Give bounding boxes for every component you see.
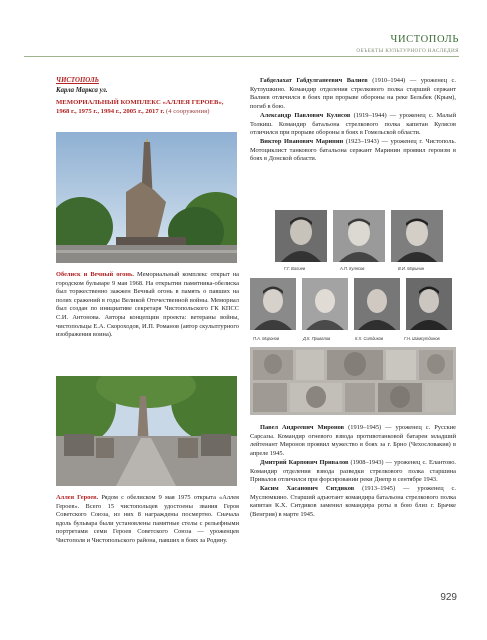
bio-sitdikov: Касим Хасанович Ситдиков (1913–1945) — уроженец с. Муслюмкино. Старший адъютант командира батальона стрелкового полка капитан К.Х. Ситдиков заменил командира роты в бою близ г. Брачке (Венгрия) в марте 1945. [250, 484, 456, 519]
relief-stelae-photo [250, 347, 456, 415]
portrait-caption-mironov: П.А. Миронов [253, 336, 280, 341]
bio-privalov: Дмитрий Карпович Привалов (1908–1943) — уроженец с. Елантово. Командир отделения взвода разведки стрелкового полка старшина Привалов отличился при форсировании реки Днепр в сентябре 1943. [250, 458, 456, 484]
running-header-city: ЧИСТОПОЛЬ [390, 34, 459, 45]
bio-mironov: Павел Андреевич Миронов (1919–1945) — уроженец с. Русские Сарсазы. Командир огневого взвода противотанковой батареи младший лейтенант Миронов проявил мужество в боях за г. Брно (Чехословакия) в апреле 1945. [250, 424, 456, 458]
obelisk-caption [56, 271, 239, 340]
alley-photo [56, 376, 237, 486]
portrait-sitdikov [354, 278, 400, 330]
entry-address: Карла Маркса ул. [56, 87, 108, 94]
portrait-valiev [275, 210, 327, 262]
bio-block-bottom [250, 424, 456, 520]
portrait-privalov [302, 278, 348, 330]
portrait-caption-valiev: Г.Г. Валиев [284, 266, 306, 271]
portrait-caption-privalov: Д.К. Привалов [303, 336, 331, 341]
alley-caption [56, 494, 239, 546]
running-header-subtitle: ОБЪЕКТЫ КУЛЬТУРНОГО НАСЛЕДИЯ [356, 48, 459, 54]
portrait-caption-kulyasov: А.П. Кулясов [340, 266, 365, 271]
entry-structures: (4 сооружения) [166, 108, 210, 115]
bio-kulyasov: Александр Павлович Кулясов (1919–1944) — уроженец с. Малый Толкиш. Командир батальона стрелкового полка капитан Кулясов отличился при прорыве обороны в боях в Гомельской области. [250, 111, 456, 137]
portrait-shamsutdinov [406, 278, 452, 330]
portrait-kulyasov [333, 210, 385, 262]
obelisk-caption-lead: Обелиск и Вечный огонь. [56, 271, 134, 278]
page-number: 929 [440, 592, 457, 603]
portrait-caption-sitdikov: К.Х. Ситдиков [355, 336, 384, 341]
portrait-mironov [250, 278, 296, 330]
entry-title [56, 98, 226, 116]
header-rule [24, 56, 459, 57]
obelisk-caption-text: Мемориальный комплекс открыт на городском бульваре 9 мая 1968. На открытии памятника-обелиска был торжественно зажжен Вечный огонь в память о павших на полях сражений в годы Великой Отечественной войны. Мемориал был создан по инициативе секретаря Чистопольского ГК КПСС С.И. Антонова. Авторы концепции проекта: ветераны войны, чистопольцы Е.А. Скороходов, И.П. Романов (автор скульптурного изображения воина). [56, 271, 239, 339]
portrait-marinin [391, 210, 443, 262]
entry-title-text: МЕМОРИАЛЬНЫЙ КОМПЛЕКС «АЛЛЕЯ ГЕРОЕВ», 1968 г., 1975 г., 1994 г., 2005 г., 2017 г. [56, 99, 224, 115]
entry-city: ЧИСТОПОЛЬ [56, 77, 99, 84]
bio-marinin: Виктор Иванович Маринин (1923–1943) — уроженец г. Чистополь. Мотоциклист танкового батальона сержант Маринин проявил героизм в боях в Донской области. [250, 137, 456, 163]
bio-valiev: Габделахат Габдулганеевич Валиев (1910–1944) — уроженец с. Кутлушкино. Командир отделения стрелкового полка старший сержант Валиев отличился в боях при прорыве обороны на реке Бельбек (Крым), погиб в бою. [250, 77, 456, 111]
alley-caption-lead: Аллея Героев. [56, 494, 99, 501]
alley-caption-text: Рядом с обелиском 9 мая 1975 открыта «Аллея Героев». Всего 15 чистопольцев удостоены звания Героя Советского Союза, из них 8 награждены посмертно. Сначала вдоль бульвара были установлены памятные стелы с рельефными портретами семи Героев Советского Союза — уроженцев Чистополя и Чистопольского района, павших в боях за Родину. [56, 494, 239, 544]
bio-block-top [250, 77, 456, 164]
obelisk-photo [56, 132, 237, 263]
portrait-caption-marinin: В.И. Маринин [398, 266, 425, 271]
portrait-caption-shamsutdinov: Г.Н. Шамсутдинов [404, 336, 440, 341]
